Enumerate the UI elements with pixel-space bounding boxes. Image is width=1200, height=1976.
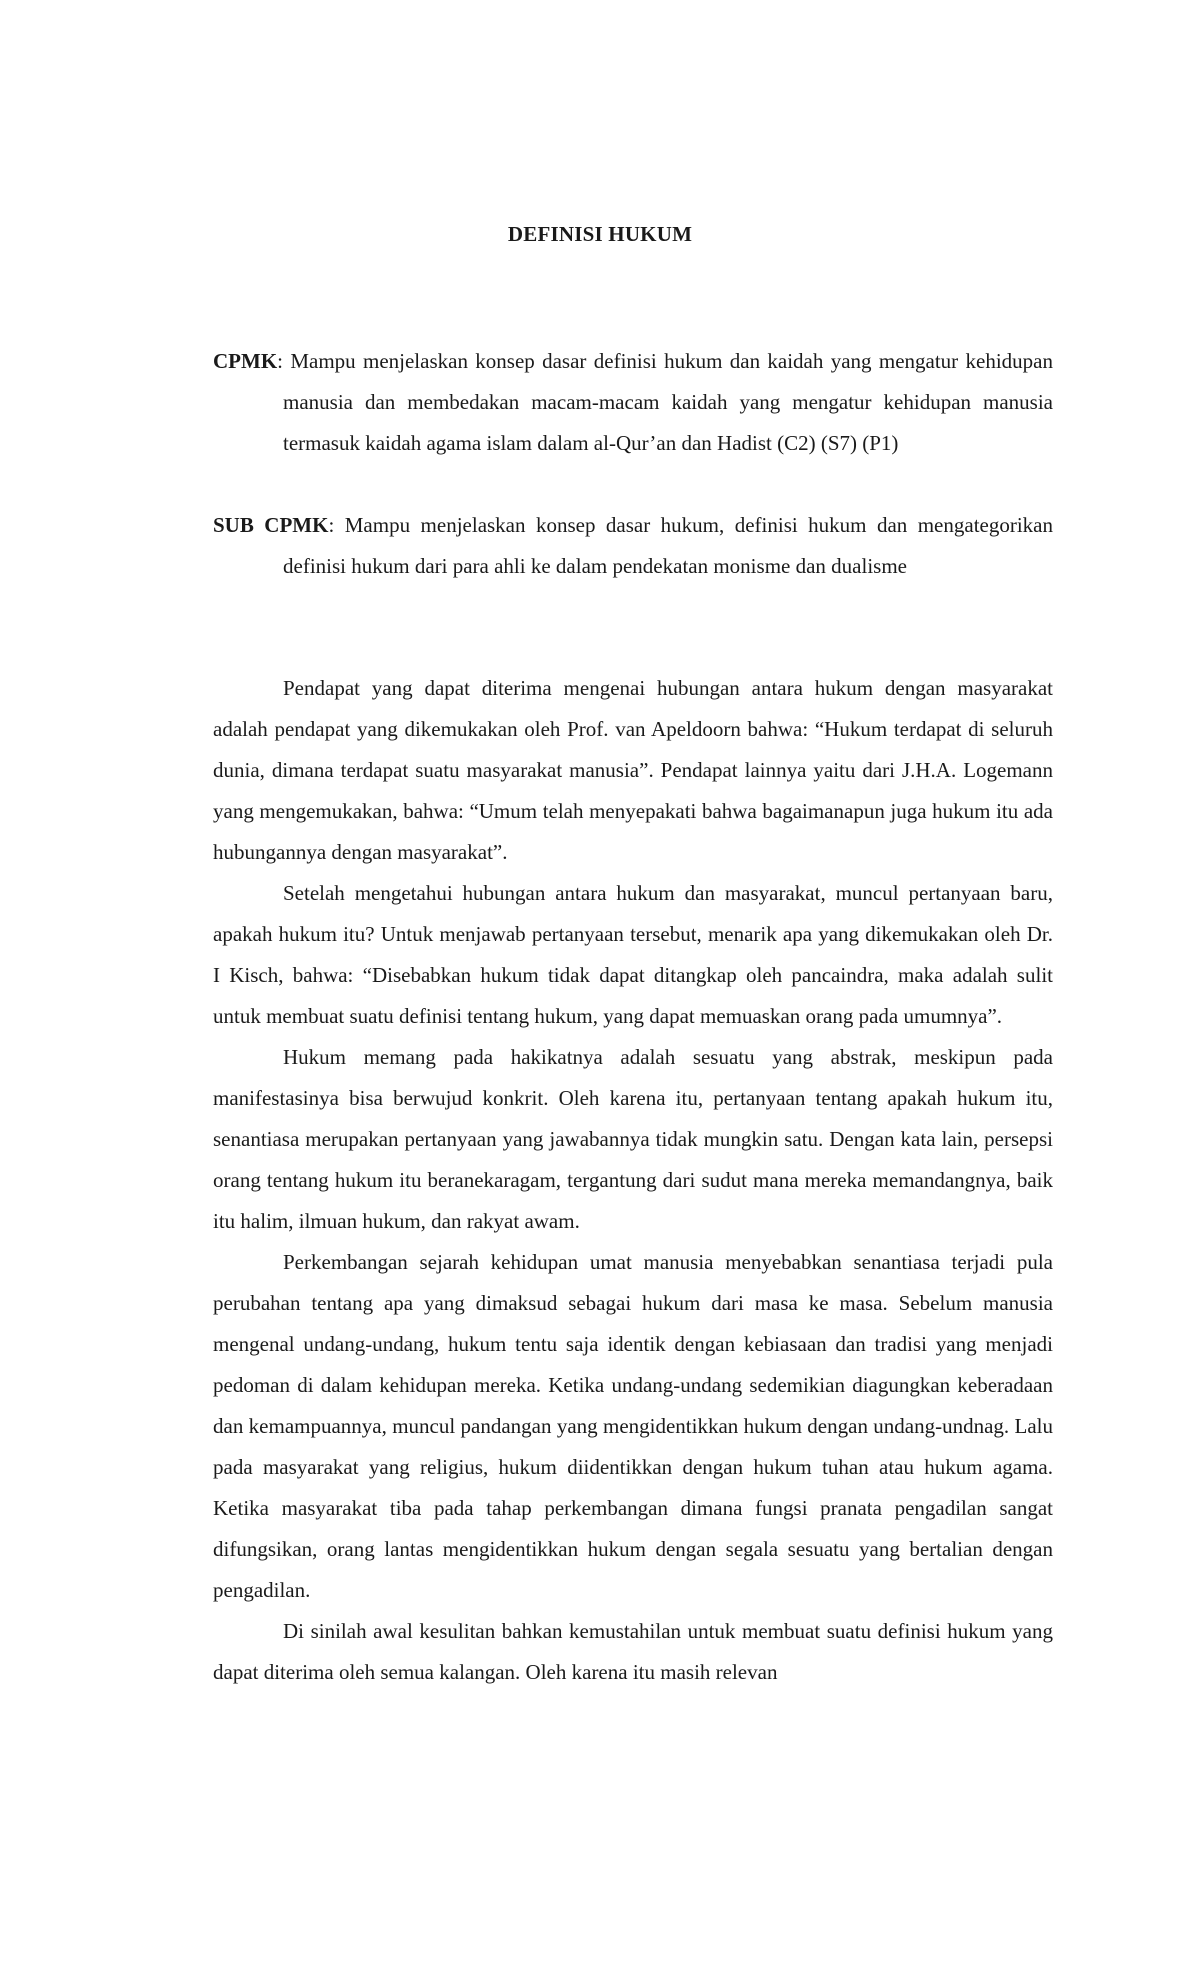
sub-cpmk-text: : Mampu menjelaskan konsep dasar hukum, definisi hukum dan mengategorikan definisi hukum dari para ahli ke dalam pendekatan monisme dan dualisme xyxy=(283,513,1054,578)
paragraph: Setelah mengetahui hubungan antara hukum dan masyarakat, muncul pertanyaan baru, apakah hukum itu? Untuk menjawab pertanyaan tersebut, menarik apa yang dikemukakan oleh Dr. I Kisch, bahwa: “Disebabkan hukum tidak dapat ditangkap oleh pancaindra, maka adalah sulit untuk membuat suatu definisi tentang hukum, yang dapat memuaskan orang pada umumnya”. xyxy=(213,881,1053,1028)
paragraph: Di sinilah awal kesulitan bahkan kemustahilan untuk membuat suatu definisi hukum yang dapat diterima oleh semua kalangan. Oleh karena itu masih relevan xyxy=(213,1619,1053,1684)
body-text xyxy=(213,668,1053,1693)
paragraph: Perkembangan sejarah kehidupan umat manusia menyebabkan senantiasa terjadi pula perubahan tentang apa yang dimaksud sebagai hukum dari masa ke masa. Sebelum manusia mengenal undang-undang, hukum tentu saja identik dengan kebiasaan dan tradisi yang menjadi pedoman di dalam kehidupan mereka. Ketika undang-undang sedemikian diagungkan keberadaan dan kemampuannya, muncul pandangan yang mengidentikkan hukum dengan undang-undnag. Lalu pada masyarakat yang religius, hukum diidentikkan dengan hukum tuhan atau hukum agama. Ketika masyarakat tiba pada tahap perkembangan dimana fungsi pranata pengadilan sangat difungsikan, orang lantas mengidentikkan hukum dengan segala sesuatu yang bertalian dengan pengadilan. xyxy=(213,1250,1053,1602)
paragraph: Pendapat yang dapat diterima mengenai hubungan antara hukum dengan masyarakat adalah pendapat yang dikemukakan oleh Prof. van Apeldoorn bahwa: “Hukum terdapat di seluruh dunia, dimana terdapat suatu masyarakat manusia”. Pendapat lainnya yaitu dari J.H.A. Logemann yang mengemukakan, bahwa: “Umum telah menyepakati bahwa bagaimanapun juga hukum itu ada hubungannya dengan masyarakat”. xyxy=(213,676,1053,864)
cpmk-label: CPMK xyxy=(213,349,278,373)
paragraph: Hukum memang pada hakikatnya adalah sesuatu yang abstrak, meskipun pada manifestasinya bisa berwujud konkrit. Oleh karena itu, pertanyaan tentang apakah hukum itu, senantiasa merupakan pertanyaan yang jawabannya tidak mungkin satu. Dengan kata lain, persepsi orang tentang hukum itu beranekaragam, tergantung dari sudut mana mereka memandangnya, baik itu halim, ilmuan hukum, dan rakyat awam. xyxy=(213,1045,1053,1233)
sub-cpmk-section xyxy=(213,505,1053,587)
sub-cpmk-label: SUB CPMK xyxy=(213,513,329,537)
page-title: DEFINISI HUKUM xyxy=(507,222,693,246)
sub-cpmk-statement xyxy=(213,505,1053,587)
cpmk-section xyxy=(213,341,1053,464)
cpmk-statement xyxy=(213,341,1053,464)
cpmk-text: : Mampu menjelaskan konsep dasar definisi hukum dan kaidah yang mengatur kehidupan manusia dan membedakan macam-macam kaidah yang mengatur kehidupan manusia termasuk kaidah agama islam dalam al-Qur’an dan Hadist (C2) (S7) (P1) xyxy=(277,349,1053,455)
